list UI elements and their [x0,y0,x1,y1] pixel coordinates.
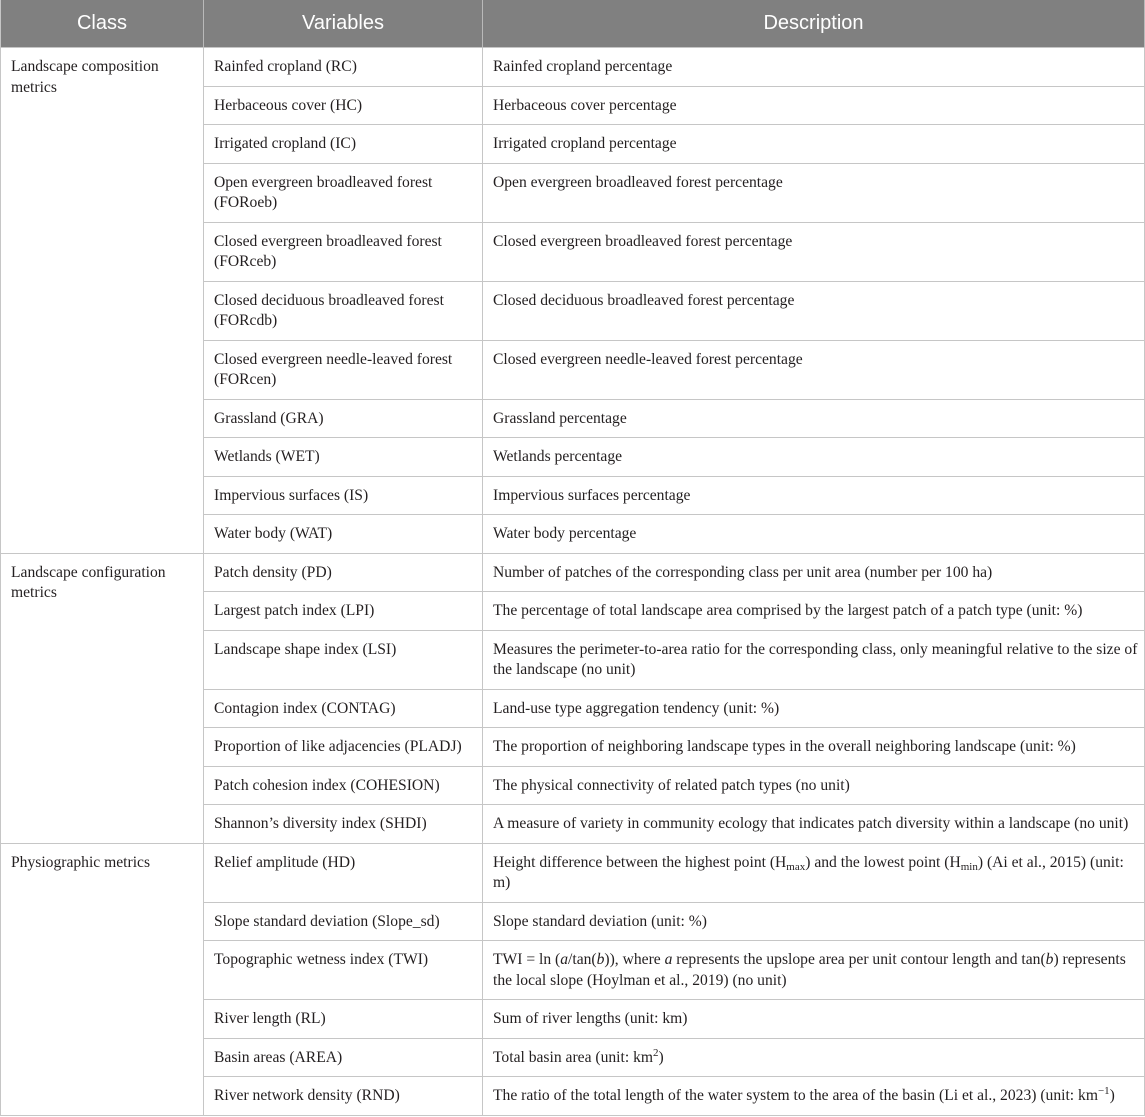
table-row [1,48,1145,87]
description-cell: The proportion of neighboring landscape types in the overall neighboring landscape (unit: %) [483,728,1145,767]
description-cell: Closed evergreen broadleaved forest percentage [483,223,1145,282]
description-text: /tan( [568,951,597,968]
variable-cell: Closed deciduous broadleaved forest (FORcdb) [204,282,483,341]
description-text: ) represents the local slope (Hoylman et al., 2019) (no unit) [493,951,1126,989]
description-cell [483,941,1145,1000]
table-header [1,0,1145,48]
description-cell [483,1039,1145,1078]
variable-cell: Open evergreen broadleaved forest (FORoeb) [204,164,483,223]
description-cell: Grassland percentage [483,400,1145,439]
variable-cell: River length (RL) [204,1000,483,1039]
description-text: Height difference between the highest point (H [493,853,787,871]
subscript-text: min [960,860,978,873]
variable-cell: Proportion of like adjacencies (PLADJ) [204,728,483,767]
description-text: represents the upslope area per unit contour length and tan( [672,951,1046,968]
variable-cell: Basin areas (AREA) [204,1039,483,1078]
table-row [1,554,1145,593]
italic-text: b [1045,951,1054,968]
description-cell: Wetlands percentage [483,438,1145,477]
header-row [1,0,1145,48]
variable-cell: Wetlands (WET) [204,438,483,477]
variable-cell: Grassland (GRA) [204,400,483,439]
variable-cell: Impervious surfaces (IS) [204,477,483,516]
table-body [1,48,1145,1116]
description-text: )), where [604,951,665,968]
description-cell: The physical connectivity of related patch types (no unit) [483,767,1145,806]
variable-cell: Herbaceous cover (HC) [204,87,483,126]
class-cell: Landscape composition metrics [1,48,204,554]
description-text: ) (Ai et al., 2015) (unit: m) [493,853,1124,891]
variable-cell: Patch cohesion index (COHESION) [204,767,483,806]
variable-cell: Rainfed cropland (RC) [204,48,483,87]
variable-cell: Contagion index (CONTAG) [204,690,483,729]
description-cell: Impervious surfaces percentage [483,477,1145,516]
description-cell: Open evergreen broadleaved forest percentage [483,164,1145,223]
description-cell: The percentage of total landscape area comprised by the largest patch of a patch type (unit: %) [483,592,1145,631]
description-cell: Sum of river lengths (unit: km) [483,1000,1145,1039]
superscript-text: 2 [653,1046,659,1059]
italic-text: a [664,951,673,968]
class-cell: Landscape configuration metrics [1,554,204,844]
description-cell: Water body percentage [483,515,1145,554]
description-cell: Herbaceous cover percentage [483,87,1145,126]
subscript-text: max [786,860,806,873]
variable-cell: Water body (WAT) [204,515,483,554]
description-cell: Closed deciduous broadleaved forest percentage [483,282,1145,341]
description-cell: Closed evergreen needle-leaved forest percentage [483,341,1145,400]
description-cell: Land-use type aggregation tendency (unit: %) [483,690,1145,729]
description-cell [483,1077,1145,1116]
description-cell: Irrigated cropland percentage [483,125,1145,164]
variable-cell: Landscape shape index (LSI) [204,631,483,690]
variable-cell: Closed evergreen needle-leaved forest (FORcen) [204,341,483,400]
description-text: ) [1109,1087,1115,1104]
italic-text: b [596,951,605,968]
variable-cell: Shannon’s diversity index (SHDI) [204,805,483,844]
header-class: Class [1,0,204,48]
variable-cell: Slope standard deviation (Slope_sd) [204,903,483,942]
variable-cell: Relief amplitude (HD) [204,844,483,903]
variable-cell: Topographic wetness index (TWI) [204,941,483,1000]
description-cell: Slope standard deviation (unit: %) [483,903,1145,942]
italic-text: a [560,951,569,968]
variable-cell: River network density (RND) [204,1077,483,1116]
description-text: TWI = ln ( [493,951,561,968]
class-cell: Physiographic metrics [1,844,204,1116]
variable-cell: Irrigated cropland (IC) [204,125,483,164]
header-description: Description [483,0,1145,48]
description-cell: Measures the perimeter-to-area ratio for the corresponding class, only meaningful relative to the size of the landscape (no unit) [483,631,1145,690]
description-text: ) and the lowest point (H [805,853,961,871]
description-cell: Rainfed cropland percentage [483,48,1145,87]
header-variables: Variables [204,0,483,48]
table-row [1,844,1145,903]
description-text: ) [658,1048,664,1066]
description-cell: A measure of variety in community ecology that indicates patch diversity within a landscape (no unit) [483,805,1145,844]
description-text: The ratio of the total length of the water system to the area of the basin (Li et al., 2023) (unit: km [493,1087,1098,1104]
variable-cell: Patch density (PD) [204,554,483,593]
variable-cell: Largest patch index (LPI) [204,592,483,631]
variable-cell: Closed evergreen broadleaved forest (FORceb) [204,223,483,282]
description-text: Total basin area (unit: km [493,1048,653,1066]
superscript-text: −1 [1097,1085,1110,1097]
description-cell [483,844,1145,903]
description-cell: Number of patches of the corresponding class per unit area (number per 100 ha) [483,554,1145,593]
